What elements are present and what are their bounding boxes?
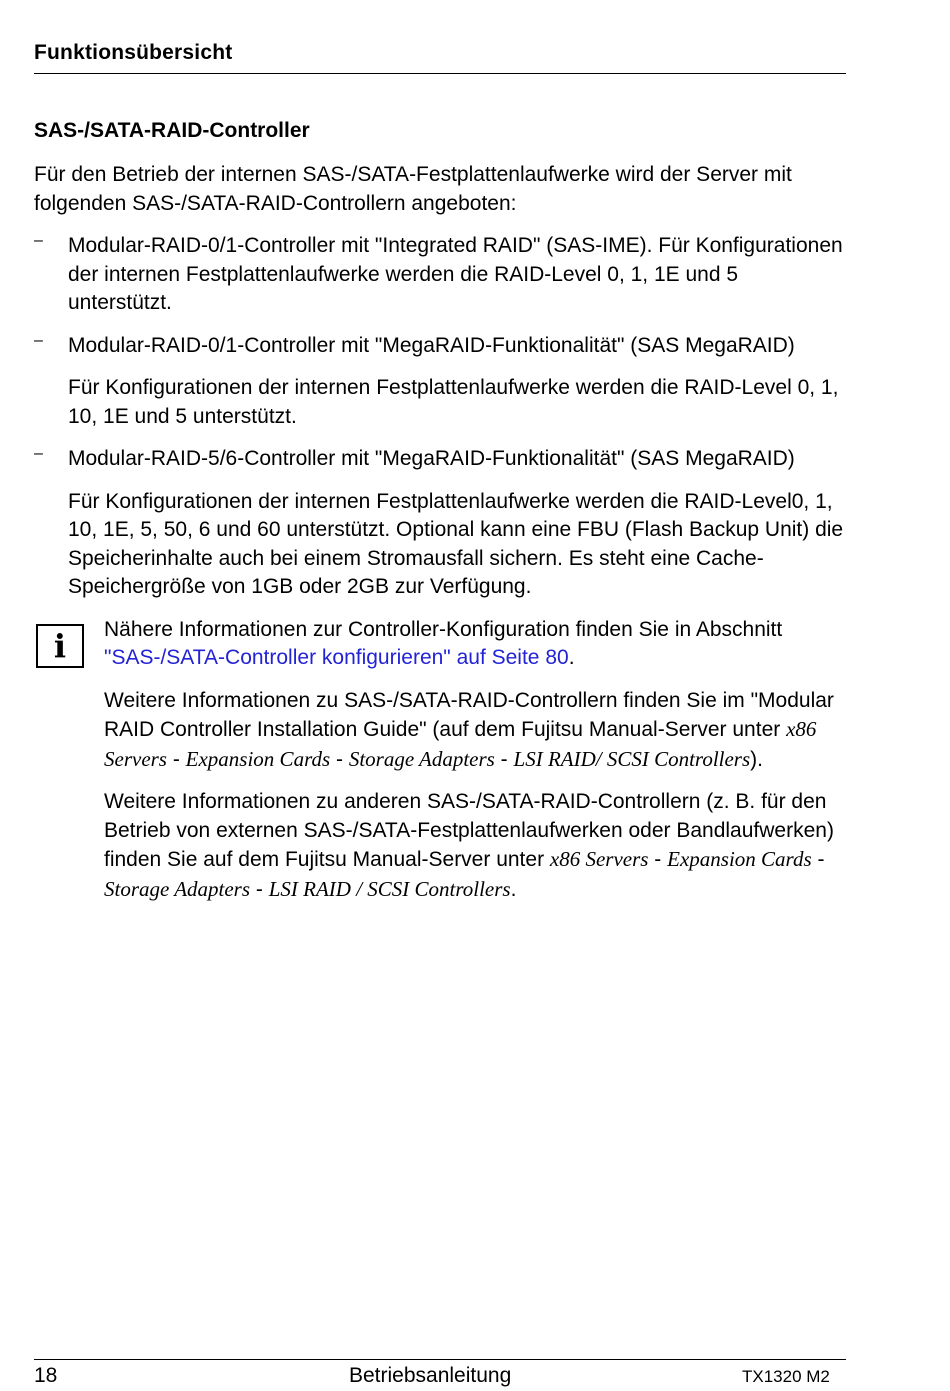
intro-paragraph: Für den Betrieb der internen SAS-/SATA-Festplattenlaufwerke wird der Server mit folgenden SAS-/SATA-RAID-Controllern angeboten: xyxy=(34,163,792,215)
list-item-text: Modular-RAID-5/6-Controller mit "MegaRAID-Funktionalität" (SAS MegaRAID) xyxy=(68,447,795,470)
path-separator: - xyxy=(648,848,668,871)
path-segment: LSI RAID/ SCSI Controllers xyxy=(513,746,751,771)
path-separator: - xyxy=(330,747,349,771)
note-text: Weitere Informationen zu SAS-/SATA-RAID-Controllern finden Sie im "Modular RAID Controller Installation Guide" (auf dem Fujitsu Manual-Server unter xyxy=(104,688,834,741)
list-dash: – xyxy=(34,331,43,349)
list-item xyxy=(34,445,846,474)
path-segment: Expansion Cards xyxy=(667,847,812,871)
note-text-end: . xyxy=(568,646,575,669)
list-item-text: Modular-RAID-0/1-Controller mit "MegaRAID-Funktionalität" (SAS MegaRAID) xyxy=(68,333,795,357)
footer-doc-title: Betriebsanleitung xyxy=(349,1364,512,1387)
info-icon: i xyxy=(36,624,84,668)
page-header-title: Funktionsübersicht xyxy=(34,41,233,64)
list-dash: – xyxy=(34,445,43,462)
path-separator: - xyxy=(166,747,186,771)
note-paragraph-config xyxy=(104,616,846,673)
list-item-detail: Für Konfigurationen der internen Festplattenlaufwerke werden die RAID-Level0, 1, 10, 1E, 5, 50, 6 und 60 unterstützt. Optional kann eine FBU (Flash Backup Unit) die Speicherinhalte auch bei einem Stromausfall sichern. Es steht eine Cache-Speichergröße von 1GB oder 2GB zur Verfügung. xyxy=(68,489,844,598)
path-separator: - xyxy=(250,877,269,901)
section-heading: SAS-/SATA-RAID-Controller xyxy=(34,119,310,142)
controller-config-link[interactable]: "SAS-/SATA-Controller konfigurieren" auf Seite 80 xyxy=(104,646,569,669)
path-segment: LSI RAID / SCSI Controllers xyxy=(268,876,511,901)
list-item xyxy=(34,332,846,361)
header-divider xyxy=(34,73,846,74)
note-text-end: ). xyxy=(750,747,763,771)
path-segment: Storage Adapters xyxy=(348,746,495,771)
list-item-text: Modular-RAID-0/1-Controller mit "Integrated RAID" (SAS-IME). Für Konfigurationen der internen Festplattenlaufwerke werden die RAID-Level 0, 1, 1E und 5 unterstützt. xyxy=(68,234,843,314)
note-text: Weitere Informationen zu anderen SAS-/SATA-RAID-Controllern (z. B. für den Betrieb von externen SAS-/SATA-Festplattenlaufwerken oder Bandlaufwerken) finden Sie auf dem Fujitsu Manual-Server unter xyxy=(104,790,834,871)
footer-divider xyxy=(34,1359,846,1360)
info-note xyxy=(34,616,846,905)
list-item xyxy=(34,232,846,318)
note-text-end: . xyxy=(510,877,517,901)
path-segment: Storage Adapters xyxy=(104,876,251,901)
page-number: 18 xyxy=(34,1364,58,1387)
list-dash: – xyxy=(34,232,43,249)
path-segment: x86 Servers xyxy=(104,717,817,771)
path-segment: x86 Servers xyxy=(549,847,649,871)
list-item-detail: Für Konfigurationen der internen Festplattenlaufwerke werden die RAID-Level 0, 1, 10, 1E und 5 unterstützt. xyxy=(68,376,839,428)
path-segment: Expansion Cards xyxy=(185,746,331,771)
path-separator: - xyxy=(494,747,514,771)
path-separator: - xyxy=(811,848,825,871)
note-paragraph-other xyxy=(104,788,846,904)
note-text: Nähere Informationen zur Controller-Konfiguration finden Sie in Abschnitt xyxy=(104,617,783,641)
main-content xyxy=(34,117,846,918)
footer-model: TX1320 M2 xyxy=(742,1367,830,1386)
note-paragraph-guide xyxy=(104,687,846,775)
